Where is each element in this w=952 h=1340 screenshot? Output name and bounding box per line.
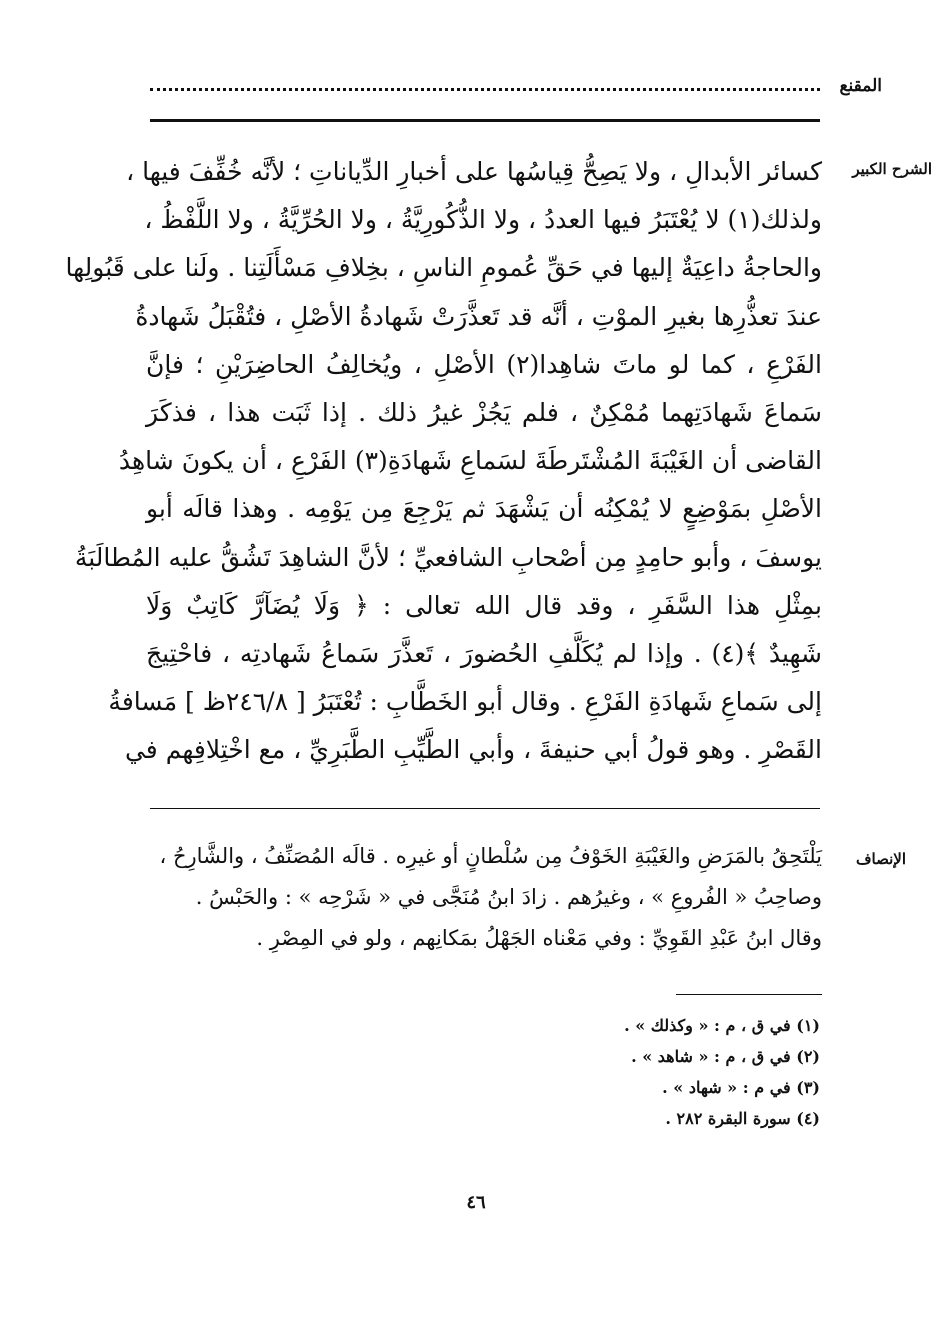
footnote: (٢) في ق ، م : « شاهد » . [631,1047,820,1066]
sharh-line: القَصْرِ . وهو قولُ أبي حنيفةَ ، وأبي الطَّيِّبِ الطَّبَرِيِّ ، مع اخْتِلافِهم في [124,735,822,765]
sharh-line: القاضى أن الغَيْبَةَ المُشْتَرطَةَ لسَماعِ شَهادَةِ(٣) الفَرْعِ ، أن يكونَ شاهِدُ [118,446,822,476]
sharh-line: يوسفَ ، وأبو حامِدٍ مِن أصْحابِ الشافعيِّ ؛ لأنَّ الشاهِدَ تَشُقُّ عليه المُطالَبَةُ [74,542,822,572]
footnote: (٣) في م : « شهاد » . [662,1078,820,1097]
insaf-line: وقال ابنُ عَبْدِ القَوِيِّ : وفي مَعْناه الجَهْلُ بمَكانِهم ، ولو في المِصْرِ . [256,926,822,950]
sharh-line: ولذلك(١) لا يُعْتَبَرُ فيها العددُ ، ولا الذُّكُورِيَّةُ ، ولا الحُرِّيَّةُ ، ولا اللَّفْظُ ، [144,205,822,235]
sharh-line: الأصْلِ بمَوْضِعٍ لا يُمْكِنُه أن يَشْهَدَ ثم يَرْجِعَ مِن يَوْمِه . وهذا قالَه أبو [146,494,822,524]
header-rule [150,119,820,122]
sharh-line: الفَرْعِ ، كما لو ماتَ شاهِدا(٢) الأصْلِ ، ويُخالِفُ الحاضِرَيْنِ ؛ فإنَّ [146,349,822,379]
section-divider-rule [150,808,820,809]
sharh-line: سَماعَ شَهادَتِهما مُمْكِنٌ ، فلم يَجُزْ غيرُ ذلك . إذا ثَبَت هذا ، فذكَرَ [146,397,822,427]
insaf-line: يَلْتَحِقُ بالمَرَضِ والغَيْبَةِ الخَوْفُ مِن سُلْطانٍ أو غيرِه . قالَه المُصَنِّفُ ، والشَّارِحُ ، [159,844,822,868]
sharh-line: كسائر الأبدالِ ، ولا يَصِحُّ قِياسُها على أخبارِ الدِّياناتِ ؛ لأنَّه خُفِّفَ فيها ، [126,157,822,186]
insaf-section-label: الإنصاف [855,850,906,868]
running-header [150,74,882,108]
footnote: (٤) سورة البقرة ٢٨٢ . [665,1109,820,1128]
footnotes-rule [676,994,822,995]
page-number: ٤٦ [466,1192,486,1213]
sharh-line: شَهِيدٌ ﴾(٤) . وإذا لم يُكَلَّفِ الحُضورَ ، تَعذَّرَ سَماعُ شَهادتِه ، فاحْتِيجَ [146,638,822,668]
sharh-line: إلى سَماعِ شَهادَةِ الفَرْعِ . وقال أبو الخَطَّابِ : تُعْتَبَرُ [ ٢٤٦/٨ظ ] مَسافةُ [108,687,822,717]
footnote: (١) في ق ، م : « وكذلك » . [624,1016,820,1035]
sharh-line: بمِثْلِ هذا السَّفَرِ ، وقد قال الله تعالى : ﴿ وَلَا يُضَآرَّ كَاتِبٌ وَلَا [146,590,822,620]
insaf-line: وصاحِبُ « الفُروعِ » ، وغيرُهم . زادَ ابنُ مُنَجَّى في « شَرْحِه » : والحَبْسُ . [195,885,822,909]
sharh-body-text [65,148,822,774]
header-dotted-leader [150,88,820,91]
insaf-body-text [146,836,822,959]
header-book-title: المقنع [839,76,882,96]
sharh-line: عندَ تعذُّرِها بغيرِ الموْتِ ، أنَّه قد تَعذَّرَتْ شَهادةُ الأصْلِ ، فتُقْبَلُ شَهادةُ [135,301,822,331]
footnotes [300,1010,820,1134]
sharh-section-label: الشرح الكبير [852,160,932,178]
sharh-line: والحاجةُ داعِيَةٌ إليها في حَقِّ عُمومِ الناسِ ، بخِلافِ مَسْأَلَتِنا . ولَنا على قَبُولِها [65,253,822,283]
